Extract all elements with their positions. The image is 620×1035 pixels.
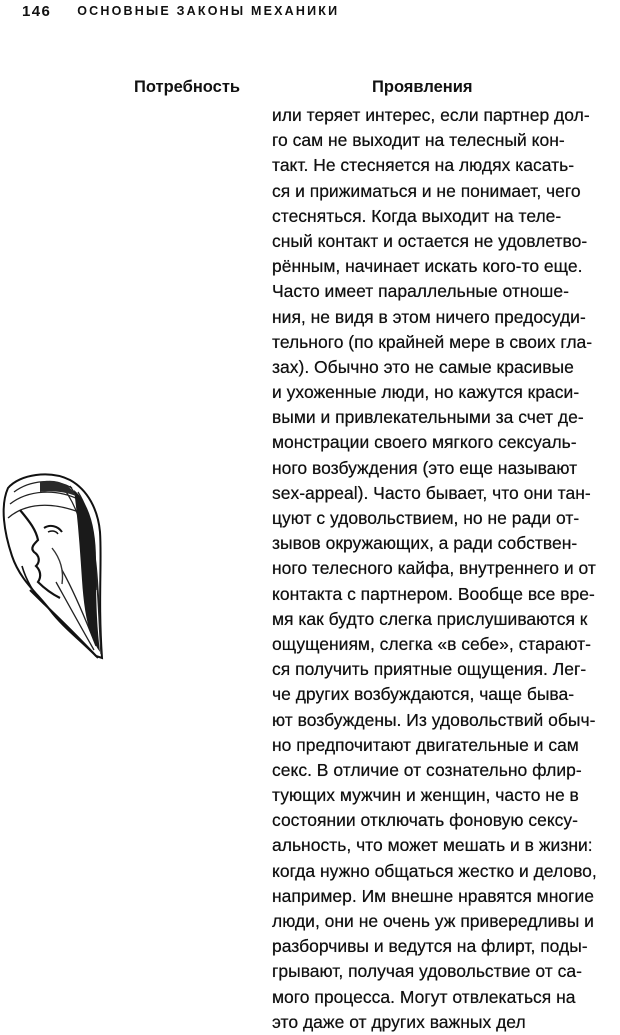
sketched-face-icon (0, 470, 110, 662)
text-line: ния, не видя в этом ничего предосуди- (272, 306, 586, 327)
text-line: разборчивы и ведутся на флирт, поды- (272, 936, 588, 957)
manifestations-text (272, 103, 612, 1035)
text-line: тельного (по крайней мере в своих гла- (272, 331, 593, 352)
text-line: зывов окружающих, а ради собствен- (272, 533, 578, 554)
text-line: стесняться. Когда выходит на теле- (272, 205, 562, 226)
text-line: sex-appeal). Часто бывает, что они тан- (272, 482, 591, 503)
text-line: мя как будто слегка прислушиваются к (272, 608, 588, 629)
text-line: че других возбуждаются, чаще быва- (272, 684, 575, 705)
text-line: ся и прижиматься и не понимает, чего (272, 180, 581, 201)
text-line: это даже от других важных дел (272, 1011, 526, 1032)
text-line: рённым, начинает искать кого-то еще. (272, 256, 583, 277)
book-title: ОСНОВНЫЕ ЗАКОНЫ МЕХАНИКИ (77, 4, 340, 18)
column-heading-need: Потребность (134, 78, 241, 96)
text-line: или теряет интерес, если партнер дол- (272, 105, 590, 125)
text-line: зах). Обычно это не самые красивые (272, 356, 574, 377)
text-line: альность, что может мешать и в жизни: (272, 835, 593, 856)
text-line: ся получить приятные ощущения. Лег- (272, 659, 587, 680)
text-line: контакта с партнером. Вообще все вре- (272, 583, 595, 604)
text-line: когда нужно общаться жестко и делово, (272, 860, 597, 881)
text-line: тующих мужчин и женщин, часто не в (272, 785, 579, 806)
text-line: монстрации своего мягкого сексуаль- (272, 432, 577, 453)
text-line: ного телесного кайфа, внутреннего и от (272, 558, 596, 579)
text-line: Часто имеет параллельные отноше- (272, 281, 569, 302)
text-line: люди, они не очень уж привередливы и (272, 911, 594, 931)
text-line: секс. В отличие от сознательно флир- (272, 759, 582, 780)
text-line: го сам не выходит на телесный кон- (272, 130, 565, 151)
text-line: и ухоженные люди, но кажутся краси- (272, 382, 580, 403)
text-line: но предпочитают двигательные и сам (272, 734, 579, 755)
running-head (22, 0, 339, 22)
text-line: ют возбуждены. Из удовольствий обыч- (272, 709, 596, 730)
text-line: например. Им внешне нравятся многие (272, 885, 594, 906)
text-line: такт. Не стесняется на людях касать- (272, 155, 575, 176)
text-line: состоянии отключать фоновую сексу- (272, 810, 579, 831)
text-line: ощущениям, слегка «в себе», старают- (272, 633, 591, 654)
column-heading-manifestations: Проявления (372, 78, 473, 96)
text-line: грывают, получая удовольствие от са- (272, 961, 582, 982)
text-line: выми и привлекательными за счет де- (272, 407, 584, 428)
text-line: сный контакт и остается не удовлетво- (272, 230, 588, 251)
text-line: цуют с удовольствием, но не ради от- (272, 508, 580, 528)
page-number: 146 (22, 2, 52, 20)
text-line: мого процесса. Могут отвлекаться на (272, 986, 576, 1007)
text-line: ного возбуждения (это еще называют (272, 457, 578, 478)
